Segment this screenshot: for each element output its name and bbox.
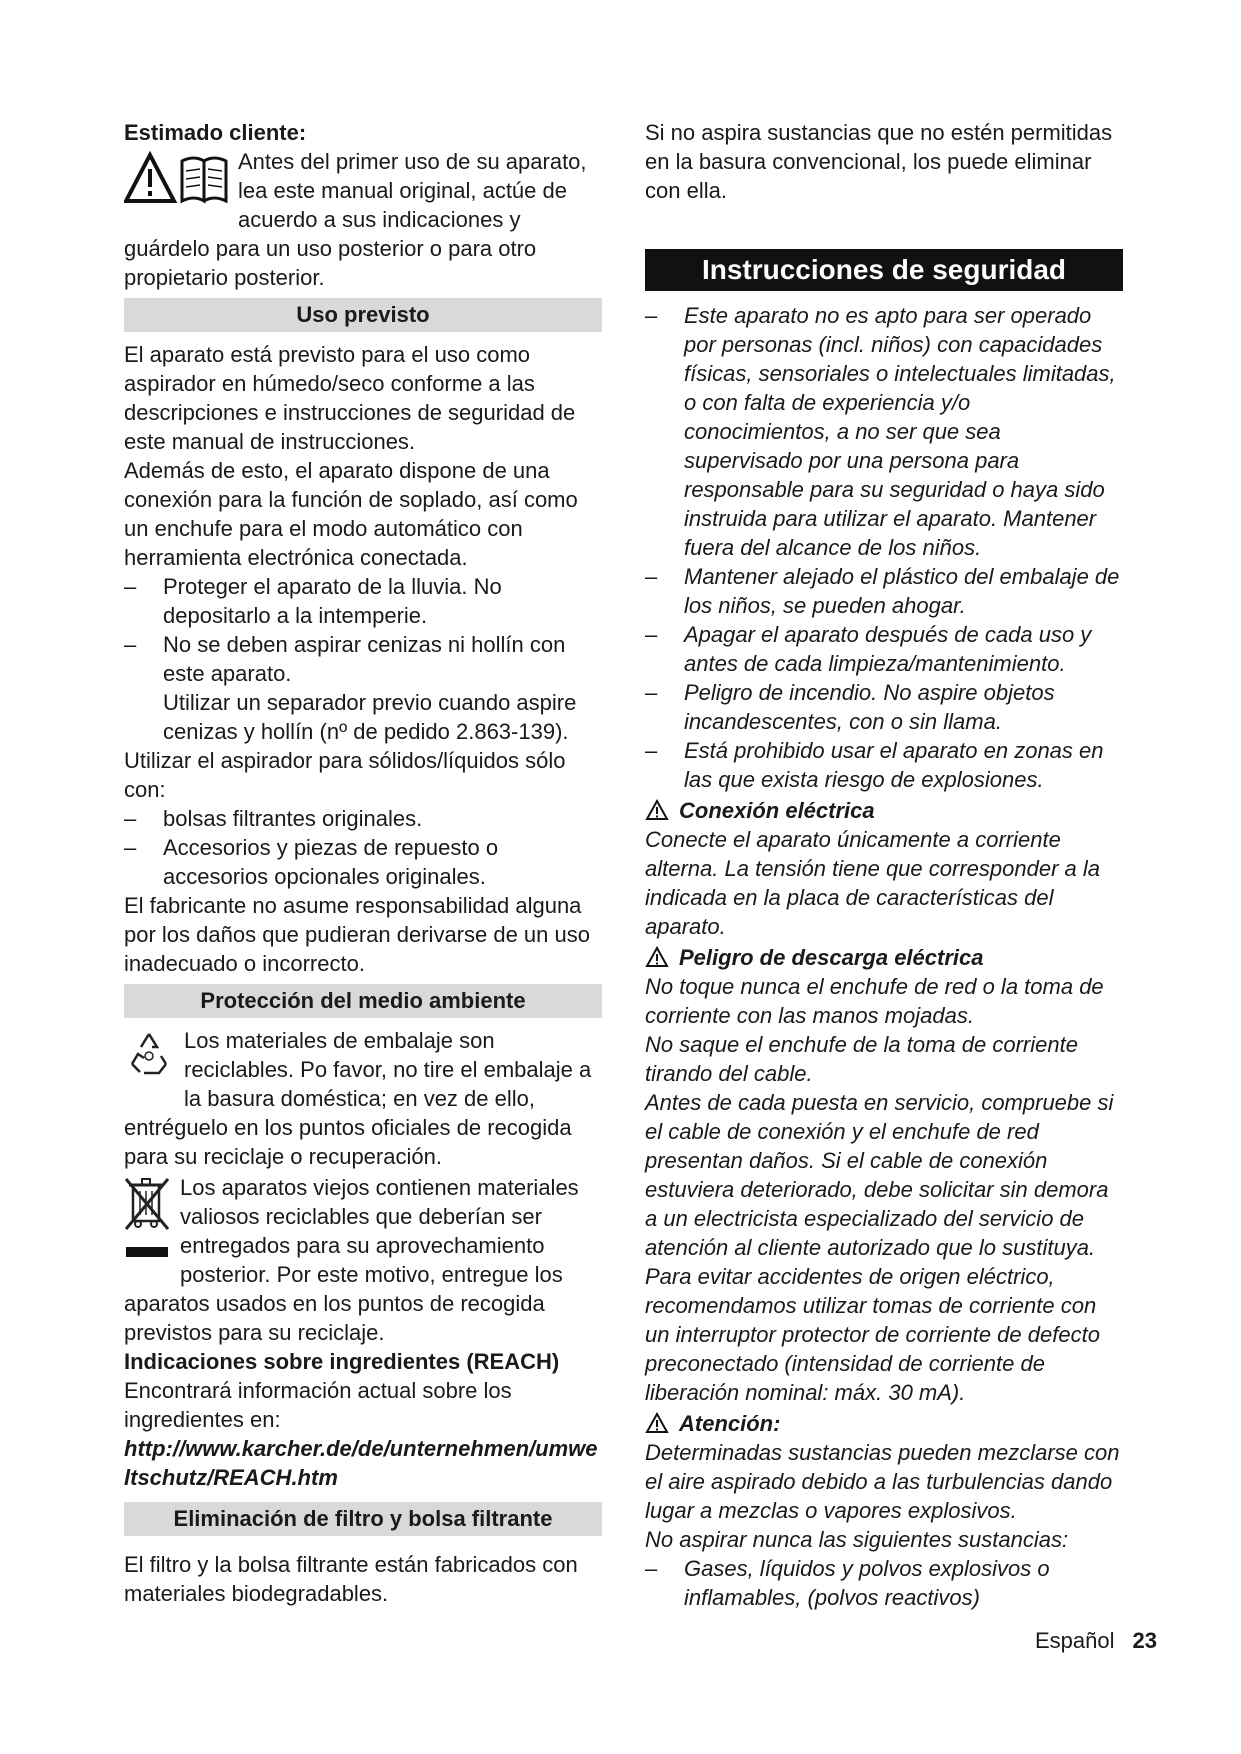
section-heading-seguridad: Instrucciones de seguridad [645,249,1123,291]
list-item [645,301,1123,562]
warning-icon [645,946,669,968]
recycle-block [124,1026,602,1171]
indented-note: Utilizar un separador previo cuando aspire cenizas y hollín (nº de pedido 2.863-139). [163,690,577,744]
paragraph: Para evitar accidentes de origen eléctrico, recomendamos utilizar tomas de corriente con un interruptor protector de corriente de defecto preconectado (intensidad de corriente de liberación nominal: máx. 30 mA). [645,1264,1100,1405]
list-item [645,562,1123,620]
list-item-text: Apagar el aparato después de cada uso y antes de cada limpieza/mantenimiento. [684,622,1092,676]
list-item-text: Este aparato no es apto para ser operado por personas (incl. niños) con capacidades físicas, sensoriales o intelectuales limitadas, o con falta de experiencia y/o conocimientos, a no ser que sea supervisado por una persona para responsable para su seguridad o haya sido instruida para utilizar el aparato. Mantener fuera del alcance de los niños. [684,303,1116,560]
reach-heading: Indicaciones sobre ingredientes (REACH) [124,1349,560,1374]
paragraph: Conecte el aparato únicamente a corriente alterna. La tensión tiene que corresponder a la indicada en la placa de características del aparato. [645,827,1100,939]
list-item [124,630,602,688]
right-column [645,118,1123,1612]
footer-language: Español [1035,1628,1115,1653]
paragraph: Encontrará información actual sobre los ingredientes en: [124,1378,512,1432]
weee-text: Los aparatos viejos contienen materiales valiosos reciclables que deberían ser entregados para su aprovechamiento posterior. Por este motivo, entregue los aparatos usados en los puntos de recogida previstos para su reciclaje. [124,1175,579,1345]
warning-icon [645,799,669,821]
list-item-text: bolsas filtrantes originales. [163,806,423,831]
section-heading-uso-previsto: Uso previsto [124,298,602,332]
paragraph: No toque nunca el enchufe de red o la toma de corriente con las manos mojadas. [645,974,1104,1028]
dash-bullet: – [124,574,137,599]
list-item [645,736,1123,794]
warning-manual-icon [124,151,228,214]
intro-block [124,147,602,292]
paragraph: El aparato está previsto para el uso como aspirador en húmedo/seco conforme a las descripciones e instrucciones de seguridad de este manual de instrucciones. [124,342,576,454]
dash-bullet: – [645,738,658,763]
subheading-text: Conexión eléctrica [679,798,875,823]
list-item-text: Mantener alejado el plástico del embalaje de los niños, se pueden ahogar. [684,564,1120,618]
subheading-conexion [645,796,1123,825]
subheading-text: Peligro de descarga eléctrica [679,945,984,970]
page-footer [1035,1626,1157,1655]
recycle-icon [124,1028,174,1085]
left-column [124,118,602,1608]
list-item-text: Proteger el aparato de la lluvia. No depositarlo a la intemperie. [163,574,502,628]
page-number: 23 [1132,1628,1157,1653]
dash-bullet: – [124,632,137,657]
warning-icon [645,1412,669,1434]
dash-bullet: – [645,303,658,328]
paragraph: No saque el enchufe de la toma de corriente tirando del cable. [645,1032,1078,1086]
paragraph: El fabricante no asume responsabilidad alguna por los daños que pudieran derivarse de un uso inadecuado o incorrecto. [124,893,590,976]
dash-bullet: – [124,835,137,860]
section-heading-proteccion: Protección del medio ambiente [124,984,602,1018]
section-heading-eliminacion: Eliminación de filtro y bolsa filtrante [124,1502,602,1536]
crossed-bin-icon [124,1175,170,1268]
dash-bullet: – [645,622,658,647]
paragraph: Además de esto, el aparato dispone de una conexión para la función de soplado, así como un enchufe para el modo automático con herramienta electrónica conectada. [124,458,578,570]
paragraph: Si no aspira sustancias que no estén permitidas en la basura convencional, los puede eliminar con ella. [645,120,1113,203]
paragraph: Determinadas sustancias pueden mezclarse con el aire aspirado debido a las turbulencias dando lugar a mezclas o vapores explosivos. [645,1440,1120,1523]
list-item [124,833,602,891]
subheading-text: Atención: [679,1411,781,1436]
intro-text-rest: acuerdo a sus indicaciones y guárdelo para un uso posterior o para otro propietario posterior. [124,207,537,290]
list-item-text: No se deben aspirar cenizas ni hollín con este aparato. [163,632,566,686]
paragraph: El filtro y la bolsa filtrante están fabricados con materiales biodegradables. [124,1552,578,1606]
weee-block [124,1173,602,1347]
list-item-text: Accesorios y piezas de repuesto o accesorios opcionales originales. [163,835,499,889]
subheading-descarga [645,943,1123,972]
dash-bullet: – [645,1556,658,1581]
dash-bullet: – [124,806,137,831]
paragraph: No aspirar nunca las siguientes sustancias: [645,1527,1069,1552]
paragraph: Antes de cada puesta en servicio, compruebe si el cable de conexión y el enchufe de red presentan daños. Si el cable de conexión estuviera deteriorado, debe solicitar sin demora a un electricista especializado del servicio de atención al cliente autorizado que lo sustituya. [645,1090,1114,1260]
list-item-text: Peligro de incendio. No aspire objetos incandescentes, con o sin llama. [684,680,1055,734]
list-item [645,678,1123,736]
greeting: Estimado cliente: [124,120,307,145]
list-item-text: Está prohibido usar el aparato en zonas en las que exista riesgo de explosiones. [684,738,1104,792]
list-item [645,620,1123,678]
subheading-atencion [645,1409,1123,1438]
list-item [124,804,602,833]
dash-bullet: – [645,564,658,589]
list-item [124,572,602,630]
paragraph: Utilizar el aspirador para sólidos/líquidos sólo con: [124,748,566,802]
recycle-text: Los materiales de embalaje son reciclables. Po favor, no tire el embalaje a la basura doméstica; en vez de ello, entréguelo en los puntos oficiales de recogida para su reciclaje o recuperación. [124,1028,592,1169]
reach-url-link[interactable]: http://www.karcher.de/de/unternehmen/umweltschutz/REACH.htm [124,1436,598,1490]
list-item-text: Gases, líquidos y polvos explosivos o inflamables, (polvos reactivos) [684,1556,1050,1610]
intro-text: Antes del primer uso de su aparato, lea este manual original, actúe de [238,149,587,203]
list-item [645,1554,1123,1612]
dash-bullet: – [645,680,658,705]
